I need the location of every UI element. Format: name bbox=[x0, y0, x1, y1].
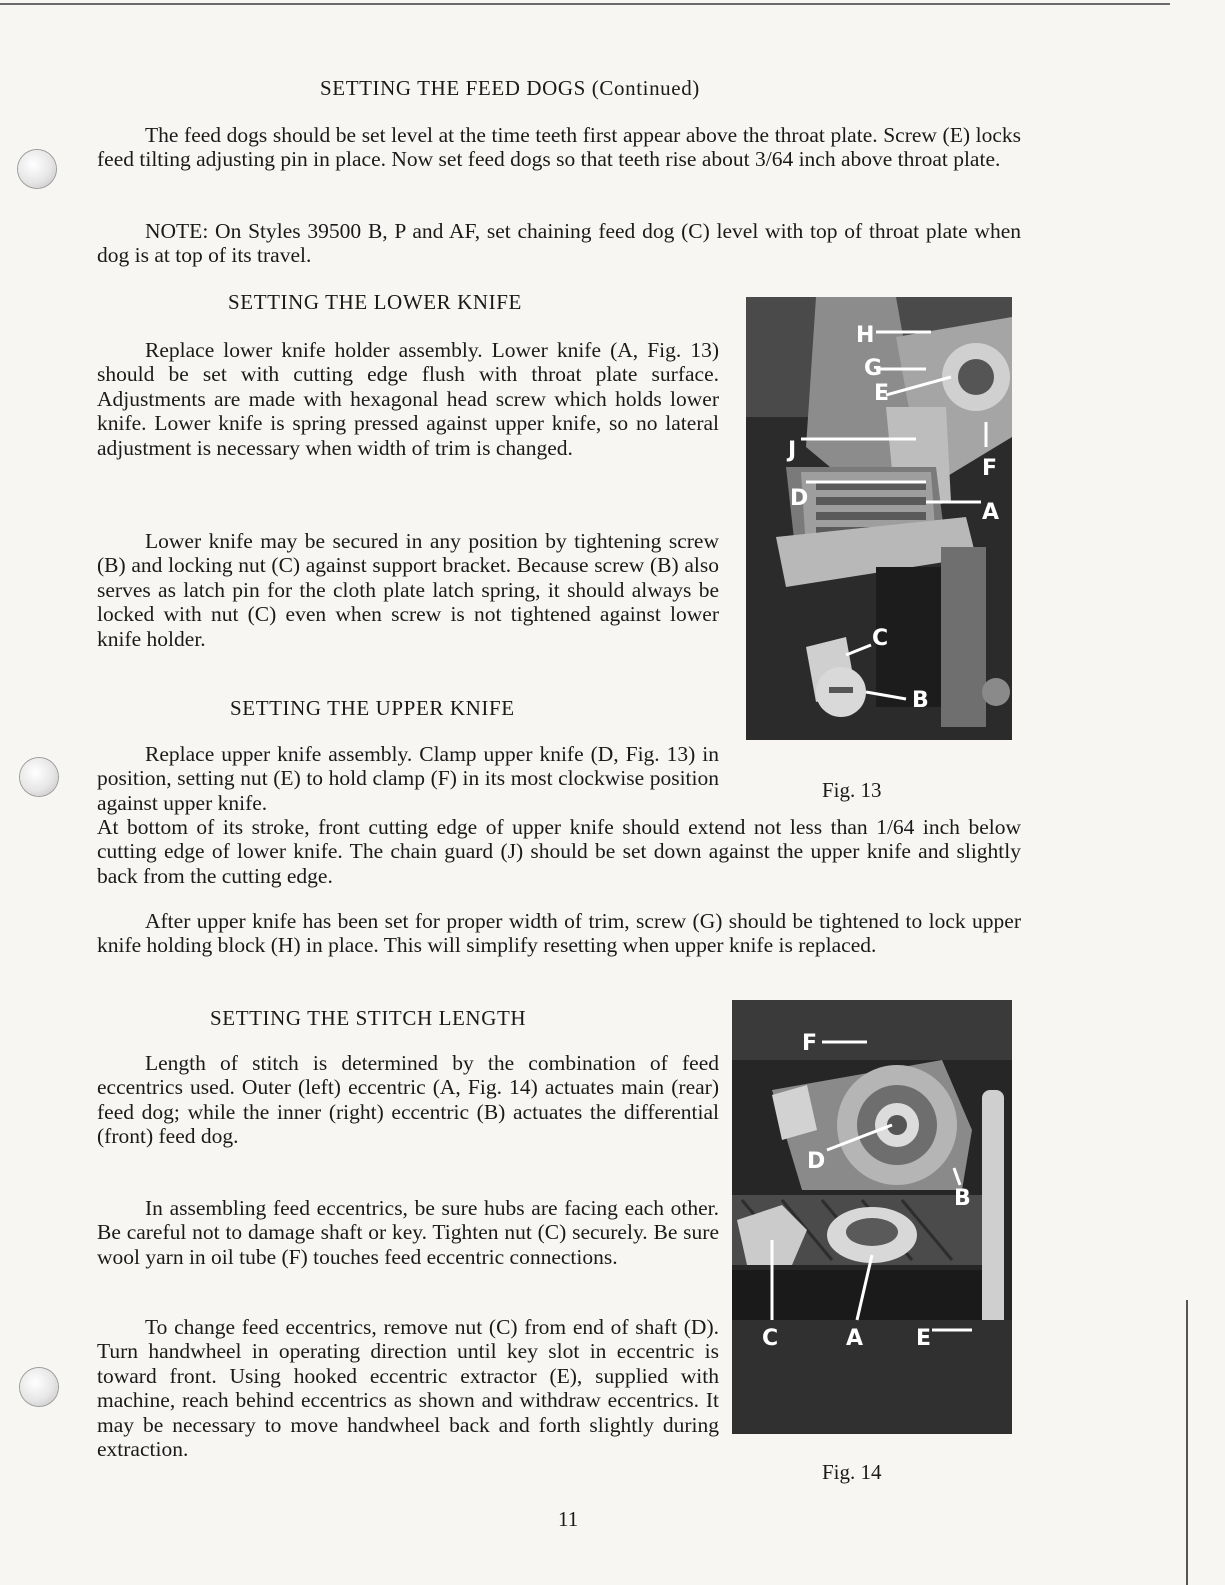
fig14-label-d: D bbox=[807, 1149, 826, 1174]
fig13-label-a: A bbox=[982, 500, 1000, 525]
paragraph-lower-knife-1: Replace lower knife holder assembly. Lower knife (A, Fig. 13) should be set with cutting edge flush with throat plate surface. Adjustments are made with hexagonal head screw which holds lower knife. Lower knife is spring pressed against upper knife, so no lateral adjustment is necessary when width of trim is changed. bbox=[97, 338, 719, 460]
fig13-label-c: C bbox=[872, 626, 889, 651]
fig13-label-e: E bbox=[874, 381, 890, 406]
fig13-label-b: B bbox=[912, 688, 929, 713]
heading-lower-knife: SETTING THE LOWER KNIFE bbox=[228, 290, 522, 314]
fig14-label-b: B bbox=[954, 1186, 971, 1211]
paragraph-upper-knife-2: After upper knife has been set for proper width of trim, screw (G) should be tightened to lock upper knife holding block (H) in place. This will simplify resetting when upper knife is replaced. bbox=[97, 909, 1021, 958]
paragraph-upper-knife-1a: Replace upper knife assembly. Clamp upper knife (D, Fig. 13) in position, setting nut (E) to hold clamp (F) in its most clockwise position against upper knife. bbox=[97, 742, 719, 815]
heading-stitch-length: SETTING THE STITCH LENGTH bbox=[210, 1006, 527, 1030]
fig13-caption: Fig. 13 bbox=[822, 778, 882, 802]
paragraph-upper-knife-1b: At bottom of its stroke, front cutting edge of upper knife should extend not less than 1/64 inch below cutting edge of lower knife. The chain guard (J) should be set down against the upper knife and slightly back from the cutting edge. bbox=[97, 815, 1021, 888]
fig13-label-f: F bbox=[982, 456, 998, 481]
top-border-line bbox=[0, 3, 1170, 5]
fig14-photo bbox=[732, 1000, 1012, 1434]
paragraph-stitch-length-2: In assembling feed eccentrics, be sure hubs are facing each other. Be careful not to damage shaft or key. Tighten nut (C) securely. Be sure wool yarn in oil tube (F) touches feed eccentric connections. bbox=[97, 1196, 719, 1269]
fig13-label-d: D bbox=[790, 486, 809, 511]
fig13-photo bbox=[746, 297, 1012, 740]
paragraph-stitch-length-3: To change feed eccentrics, remove nut (C) from end of shaft (D). Turn handwheel in operating direction until key slot in eccentric is toward front. Using hooked eccentric extractor (E), supplied with machine, reach behind eccentrics as shown and withdraw eccentrics. It may be necessary to move handwheel back and forth slightly during extraction. bbox=[97, 1315, 719, 1462]
fig14-illustration bbox=[732, 1000, 1012, 1434]
fig14-label-f: F bbox=[802, 1031, 818, 1056]
paragraph-note: NOTE: On Styles 39500 B, P and AF, set chaining feed dog (C) level with top of throat plate when dog is at top of its travel. bbox=[97, 219, 1021, 268]
fig14-label-c: C bbox=[762, 1326, 779, 1351]
paragraph-stitch-length-1: Length of stitch is determined by the combination of feed eccentrics used. Outer (left) eccentric (A, Fig. 14) actuates main (rear) feed dog; while the inner (right) eccentric (B) actuates the differential (front) feed dog. bbox=[97, 1051, 719, 1149]
right-edge-line bbox=[1186, 1300, 1188, 1585]
fig14-caption: Fig. 14 bbox=[822, 1460, 882, 1484]
heading-upper-knife: SETTING THE UPPER KNIFE bbox=[230, 696, 515, 720]
fig13-label-g: G bbox=[864, 356, 883, 381]
punch-hole-top bbox=[18, 150, 56, 188]
paragraph-lower-knife-2: Lower knife may be secured in any position by tightening screw (B) and locking nut (C) against support bracket. Because screw (B) also serves as latch pin for the cloth plate latch spring, it should always be locked with nut (C) even when screw is not tightened against lower knife holder. bbox=[97, 529, 719, 651]
fig14-label-e: E bbox=[916, 1326, 932, 1351]
punch-hole-bottom bbox=[20, 1368, 58, 1406]
fig13-label-h: H bbox=[856, 323, 875, 348]
fig14-label-a: A bbox=[846, 1326, 864, 1351]
paragraph-feed-dogs-level: The feed dogs should be set level at the time teeth first appear above the throat plate. Screw (E) locks feed tilting adjusting pin in place. Now set feed dogs so that teeth rise about 3/64 inch above throat plate. bbox=[97, 123, 1021, 172]
fig13-label-j: J bbox=[788, 438, 797, 463]
page-number: 11 bbox=[558, 1507, 579, 1531]
fig13-illustration bbox=[746, 297, 1012, 740]
punch-hole-middle bbox=[20, 758, 58, 796]
heading-feed-dogs-continued: SETTING THE FEED DOGS (Continued) bbox=[320, 76, 700, 100]
